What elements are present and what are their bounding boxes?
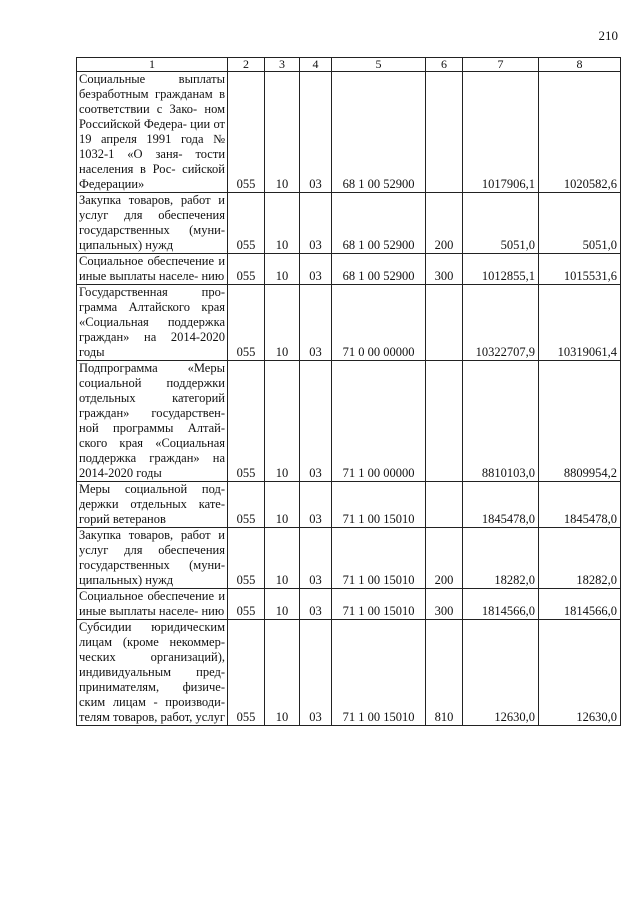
admin-code: 055 [228, 72, 265, 193]
amount-year-1: 1012855,1 [463, 254, 539, 285]
description-line: безработным гражданам [79, 87, 213, 101]
expense-type-code: 300 [426, 254, 463, 285]
section-code: 10 [265, 361, 300, 482]
description-line: и иные выплаты населе- [79, 254, 226, 283]
admin-code: 055 [228, 528, 265, 589]
description-line: граждан» на 2014-2020 [79, 330, 225, 344]
amount-year-1: 8810103,0 [463, 361, 539, 482]
description-line: Социальное обеспечение [79, 589, 215, 603]
table-row [77, 254, 621, 285]
subsection-code: 03 [300, 482, 332, 528]
section-code: 10 [265, 620, 300, 726]
table-row [77, 620, 621, 726]
description-line: государственных (муни- [79, 223, 225, 237]
section-code: 10 [265, 285, 300, 361]
amount-year-1: 5051,0 [463, 193, 539, 254]
amount-year-1: 12630,0 [463, 620, 539, 726]
row-description [77, 72, 228, 193]
description-line: Закупка товаров, работ и [79, 193, 225, 207]
description-line: лицам (кроме некоммер- [79, 635, 225, 649]
subsection-code: 03 [300, 285, 332, 361]
section-code: 10 [265, 482, 300, 528]
amount-year-2: 1845478,0 [539, 482, 621, 528]
row-description [77, 620, 228, 726]
admin-code: 055 [228, 620, 265, 726]
description-line: ной программы Алтай- [79, 421, 225, 435]
expense-type-code [426, 285, 463, 361]
amount-year-2: 1015531,6 [539, 254, 621, 285]
admin-code: 055 [228, 254, 265, 285]
description-line: государственных (муни- [79, 558, 225, 572]
expense-type-code: 810 [426, 620, 463, 726]
amount-year-2: 1814566,0 [539, 589, 621, 620]
description-line: сийской Федерации» [79, 162, 225, 191]
subsection-code: 03 [300, 193, 332, 254]
description-line: индивидуальным пред- [79, 665, 225, 679]
description-line: услуг для обеспечения [79, 543, 225, 557]
description-line: Субсидии юридическим [79, 620, 225, 634]
section-code: 10 [265, 72, 300, 193]
subsection-code: 03 [300, 361, 332, 482]
expense-type-code: 200 [426, 193, 463, 254]
table-row [77, 72, 621, 193]
target-code: 71 0 00 00000 [332, 285, 426, 361]
expense-type-code [426, 482, 463, 528]
description-line: «Социальная поддержка [79, 315, 225, 329]
description-line: горий ветеранов [79, 512, 166, 526]
expense-type-code [426, 361, 463, 482]
table-row [77, 361, 621, 482]
description-line: годы [79, 345, 105, 359]
page-number: 210 [598, 28, 618, 43]
description-line: нию [201, 604, 225, 618]
description-line: 2014-2020 годы [79, 466, 162, 480]
admin-code: 055 [228, 482, 265, 528]
description-line: услуг для обеспечения [79, 208, 225, 222]
description-line: граждан» государствен- [79, 406, 225, 420]
description-line: нию [201, 269, 225, 283]
table-row [77, 589, 621, 620]
description-line: держки отдельных кате- [79, 497, 225, 511]
budget-table [76, 57, 621, 726]
description-line: ческих организаций), [79, 650, 225, 664]
description-line: в соответствии с Зако- [79, 87, 225, 116]
amount-year-1: 10322707,9 [463, 285, 539, 361]
subsection-code: 03 [300, 72, 332, 193]
table-row [77, 285, 621, 361]
description-line: принимателям, физиче- [79, 680, 225, 694]
amount-year-1: 1814566,0 [463, 589, 539, 620]
description-line: Меры социальной под- [79, 482, 225, 496]
row-description [77, 589, 228, 620]
description-line: ном Российской Федера- [79, 102, 226, 131]
header-col-3: 3 [265, 58, 300, 72]
target-code: 71 1 00 00000 [332, 361, 426, 482]
subsection-code: 03 [300, 254, 332, 285]
section-code: 10 [265, 254, 300, 285]
expense-type-code: 200 [426, 528, 463, 589]
target-code: 68 1 00 52900 [332, 254, 426, 285]
header-col-2: 2 [228, 58, 265, 72]
description-line: года № 1032-1 «О заня- [79, 132, 226, 161]
header-row [77, 58, 621, 72]
amount-year-2: 18282,0 [539, 528, 621, 589]
description-line: Социальные выплаты [79, 72, 225, 86]
description-line: тости населения в Рос- [79, 147, 226, 176]
description-line: и иные выплаты населе- [79, 589, 226, 618]
admin-code: 055 [228, 589, 265, 620]
subsection-code: 03 [300, 589, 332, 620]
target-code: 68 1 00 52900 [332, 193, 426, 254]
amount-year-1: 18282,0 [463, 528, 539, 589]
header-col-4: 4 [300, 58, 332, 72]
description-line: грамма Алтайского края [79, 300, 225, 314]
target-code: 71 1 00 15010 [332, 620, 426, 726]
amount-year-2: 5051,0 [539, 193, 621, 254]
description-line: Закупка товаров, работ и [79, 528, 225, 542]
description-line: ции от 19 апреля 1991 [79, 117, 226, 146]
target-code: 71 1 00 15010 [332, 589, 426, 620]
description-line: Социальное обеспечение [79, 254, 215, 268]
description-line: Государственная про- [79, 285, 225, 299]
table-row [77, 193, 621, 254]
amount-year-1: 1845478,0 [463, 482, 539, 528]
header-col-1: 1 [77, 58, 228, 72]
description-line: ского края «Социальная [79, 436, 225, 450]
row-description [77, 361, 228, 482]
row-description [77, 193, 228, 254]
amount-year-2: 8809954,2 [539, 361, 621, 482]
description-line: ципальных) нужд [79, 573, 174, 587]
amount-year-2: 1020582,6 [539, 72, 621, 193]
amount-year-2: 12630,0 [539, 620, 621, 726]
expense-type-code: 300 [426, 589, 463, 620]
row-description [77, 482, 228, 528]
header-col-8: 8 [539, 58, 621, 72]
subsection-code: 03 [300, 620, 332, 726]
description-line: социальной поддержки [79, 376, 225, 390]
target-code: 68 1 00 52900 [332, 72, 426, 193]
description-line: услуг [195, 710, 225, 724]
target-code: 71 1 00 15010 [332, 528, 426, 589]
description-line: телям товаров, работ, [79, 710, 193, 724]
section-code: 10 [265, 528, 300, 589]
row-description [77, 528, 228, 589]
section-code: 10 [265, 193, 300, 254]
section-code: 10 [265, 589, 300, 620]
expense-type-code [426, 72, 463, 193]
admin-code: 055 [228, 285, 265, 361]
row-description [77, 254, 228, 285]
amount-year-1: 1017906,1 [463, 72, 539, 193]
admin-code: 055 [228, 361, 265, 482]
table-row [77, 482, 621, 528]
description-line: отдельных категорий [79, 391, 225, 405]
row-description [77, 285, 228, 361]
subsection-code: 03 [300, 528, 332, 589]
description-line: ским лицам - производи- [79, 695, 225, 709]
description-line: ципальных) нужд [79, 238, 174, 252]
header-col-5: 5 [332, 58, 426, 72]
description-line: поддержка граждан» на [79, 451, 225, 465]
amount-year-2: 10319061,4 [539, 285, 621, 361]
header-col-6: 6 [426, 58, 463, 72]
target-code: 71 1 00 15010 [332, 482, 426, 528]
header-col-7: 7 [463, 58, 539, 72]
table-row [77, 528, 621, 589]
admin-code: 055 [228, 193, 265, 254]
description-line: Подпрограмма «Меры [79, 361, 225, 375]
